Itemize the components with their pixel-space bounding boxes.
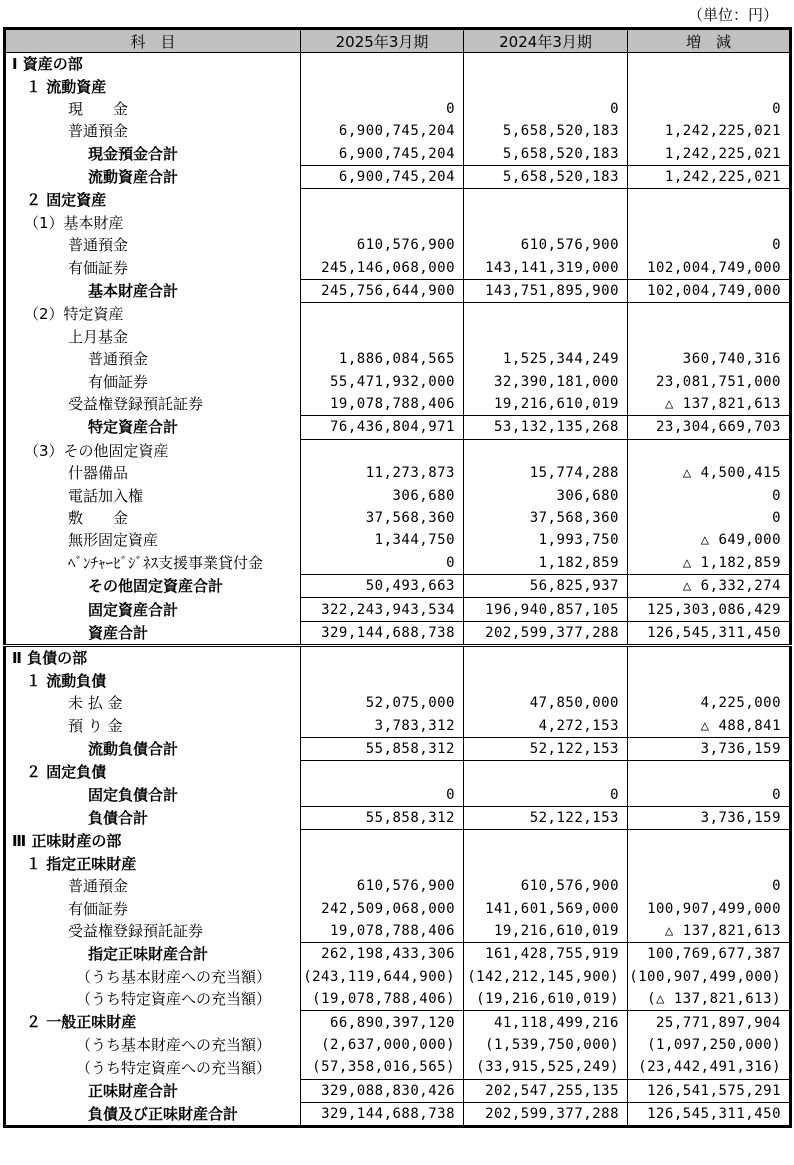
change-value bbox=[628, 326, 791, 348]
change-value bbox=[628, 189, 791, 212]
table-row bbox=[5, 988, 791, 1011]
row-label: 普通預金 bbox=[5, 120, 301, 142]
change-value: 4,225,000 bbox=[628, 692, 791, 714]
fy2025-value: 66,890,397,120 bbox=[301, 1011, 464, 1034]
header-fy2024: 2024年3月期 bbox=[464, 29, 628, 53]
change-value: △ 4,500,415 bbox=[628, 462, 791, 484]
fy2024-value: 143,141,319,000 bbox=[464, 257, 628, 280]
change-value: 0 bbox=[628, 875, 791, 897]
row-label: （うち特定資産への充当額） bbox=[5, 1056, 301, 1079]
row-label: 特定資産合計 bbox=[5, 416, 301, 439]
change-value: △ 649,000 bbox=[628, 529, 791, 551]
fy2024-value: 202,599,377,288 bbox=[464, 621, 628, 645]
table-row bbox=[5, 529, 791, 551]
row-label: 普通預金 bbox=[5, 348, 301, 370]
row-label: （1）基本財産 bbox=[5, 212, 301, 234]
fy2025-value: (19,078,788,406) bbox=[301, 988, 464, 1011]
change-value bbox=[628, 830, 791, 853]
table-row bbox=[5, 1011, 791, 1034]
fy2024-value: 52,122,153 bbox=[464, 806, 628, 829]
fy2025-value: 55,471,932,000 bbox=[301, 370, 464, 392]
fy2024-value bbox=[464, 830, 628, 853]
row-label: 指定正味財産合計 bbox=[5, 943, 301, 966]
fy2025-value bbox=[301, 212, 464, 234]
table-row bbox=[5, 897, 791, 919]
change-value bbox=[628, 646, 791, 670]
fy2025-value bbox=[301, 761, 464, 784]
change-value bbox=[628, 212, 791, 234]
change-value bbox=[628, 53, 791, 76]
fy2024-value: 1,525,344,249 bbox=[464, 348, 628, 370]
table-row bbox=[5, 165, 791, 188]
fy2025-value: 19,078,788,406 bbox=[301, 920, 464, 943]
row-label: （うち基本財産への充当額） bbox=[5, 1034, 301, 1056]
table-row bbox=[5, 416, 791, 439]
fy2025-value: 55,858,312 bbox=[301, 737, 464, 760]
table-row bbox=[5, 303, 791, 326]
fy2024-value bbox=[464, 53, 628, 76]
fy2025-value: (2,637,000,000) bbox=[301, 1034, 464, 1056]
row-label: Ⅱ 負債の部 bbox=[5, 646, 301, 670]
fy2024-value bbox=[464, 761, 628, 784]
fy2025-value: 242,509,068,000 bbox=[301, 897, 464, 919]
fy2025-value: 329,144,688,738 bbox=[301, 1102, 464, 1126]
table-row bbox=[5, 574, 791, 597]
change-value: 0 bbox=[628, 234, 791, 256]
row-label: 有価証券 bbox=[5, 897, 301, 919]
row-label: 受益権登録預託証券 bbox=[5, 393, 301, 416]
row-label: 未 払 金 bbox=[5, 692, 301, 714]
fy2024-value: 196,940,857,105 bbox=[464, 598, 628, 621]
change-value: △ 137,821,613 bbox=[628, 920, 791, 943]
table-row bbox=[5, 484, 791, 506]
table-row bbox=[5, 714, 791, 737]
table-row bbox=[5, 670, 791, 692]
fy2024-value: 41,118,499,216 bbox=[464, 1011, 628, 1034]
change-value: 126,545,311,450 bbox=[628, 1102, 791, 1126]
table-row bbox=[5, 507, 791, 529]
row-label: 預 り 金 bbox=[5, 714, 301, 737]
row-label: 現金預金合計 bbox=[5, 143, 301, 166]
fy2024-value: (142,212,145,900) bbox=[464, 966, 628, 988]
fy2024-value bbox=[464, 189, 628, 212]
table-row bbox=[5, 462, 791, 484]
fy2024-value: 202,547,255,135 bbox=[464, 1079, 628, 1102]
fy2024-value bbox=[464, 75, 628, 97]
fy2024-value: 0 bbox=[464, 784, 628, 807]
row-label: ﾍﾞﾝﾁｬｰﾋﾞｼﾞﾈｽ支援事業貸付金 bbox=[5, 552, 301, 575]
row-label: 負債及び正味財産合計 bbox=[5, 1102, 301, 1126]
row-label: ２ 固定負債 bbox=[5, 761, 301, 784]
table-row bbox=[5, 143, 791, 166]
fy2025-value: 55,858,312 bbox=[301, 806, 464, 829]
change-value: 125,303,086,429 bbox=[628, 598, 791, 621]
fy2025-value: 50,493,663 bbox=[301, 574, 464, 597]
fy2024-value: 5,658,520,183 bbox=[464, 165, 628, 188]
change-value: 0 bbox=[628, 784, 791, 807]
change-value: (1,097,250,000) bbox=[628, 1034, 791, 1056]
fy2024-value: 610,576,900 bbox=[464, 875, 628, 897]
fy2025-value: 245,756,644,900 bbox=[301, 279, 464, 302]
change-value: △ 488,841 bbox=[628, 714, 791, 737]
fy2025-value bbox=[301, 830, 464, 853]
change-value: 0 bbox=[628, 98, 791, 120]
row-label: 有価証券 bbox=[5, 257, 301, 280]
unit-label: （単位：円） bbox=[687, 6, 778, 24]
row-label: 無形固定資産 bbox=[5, 529, 301, 551]
fy2025-value bbox=[301, 75, 464, 97]
row-label: Ⅰ 資産の部 bbox=[5, 53, 301, 76]
change-value: 126,545,311,450 bbox=[628, 621, 791, 645]
fy2025-value: 0 bbox=[301, 552, 464, 575]
table-row bbox=[5, 1056, 791, 1079]
table-row bbox=[5, 621, 791, 645]
fy2025-value: 1,886,084,565 bbox=[301, 348, 464, 370]
change-value: 1,242,225,021 bbox=[628, 120, 791, 142]
fy2025-value: 37,568,360 bbox=[301, 507, 464, 529]
row-label: 固定負債合計 bbox=[5, 784, 301, 807]
fy2024-value: 141,601,569,000 bbox=[464, 897, 628, 919]
fy2025-value: 329,088,830,426 bbox=[301, 1079, 464, 1102]
header-change: 増 減 bbox=[628, 29, 791, 53]
table-row bbox=[5, 326, 791, 348]
change-value: 360,740,316 bbox=[628, 348, 791, 370]
fy2024-value: 4,272,153 bbox=[464, 714, 628, 737]
row-label: （3）その他固定資産 bbox=[5, 439, 301, 462]
fy2025-value: 1,344,750 bbox=[301, 529, 464, 551]
fy2025-value bbox=[301, 303, 464, 326]
fy2025-value: 6,900,745,204 bbox=[301, 120, 464, 142]
table-row bbox=[5, 393, 791, 416]
table-row bbox=[5, 370, 791, 392]
fy2024-value: 0 bbox=[464, 98, 628, 120]
row-label: ２ 一般正味財産 bbox=[5, 1011, 301, 1034]
row-label: 現 金 bbox=[5, 98, 301, 120]
fy2024-value bbox=[464, 212, 628, 234]
change-value: △ 6,332,274 bbox=[628, 574, 791, 597]
fy2024-value: 610,576,900 bbox=[464, 234, 628, 256]
fy2025-value bbox=[301, 670, 464, 692]
change-value: 3,736,159 bbox=[628, 806, 791, 829]
fy2025-value bbox=[301, 439, 464, 462]
change-value: 102,004,749,000 bbox=[628, 279, 791, 302]
change-value: 23,081,751,000 bbox=[628, 370, 791, 392]
change-value: 102,004,749,000 bbox=[628, 257, 791, 280]
fy2024-value: 202,599,377,288 bbox=[464, 1102, 628, 1126]
table-row bbox=[5, 920, 791, 943]
table-row bbox=[5, 53, 791, 76]
table-row bbox=[5, 1102, 791, 1126]
change-value: (△ 137,821,613) bbox=[628, 988, 791, 1011]
fy2024-value: (19,216,610,019) bbox=[464, 988, 628, 1011]
table-row bbox=[5, 98, 791, 120]
row-label: 什器備品 bbox=[5, 462, 301, 484]
fy2024-value: 5,658,520,183 bbox=[464, 120, 628, 142]
fy2024-value: 52,122,153 bbox=[464, 737, 628, 760]
fy2024-value: 32,390,181,000 bbox=[464, 370, 628, 392]
row-label: （うち特定資産への充当額） bbox=[5, 988, 301, 1011]
fy2025-value: 245,146,068,000 bbox=[301, 257, 464, 280]
fy2025-value: 0 bbox=[301, 98, 464, 120]
header-subject: 科 目 bbox=[5, 29, 301, 53]
fy2024-value: 1,182,859 bbox=[464, 552, 628, 575]
table-row bbox=[5, 75, 791, 97]
fy2024-value: 19,216,610,019 bbox=[464, 393, 628, 416]
table-row bbox=[5, 189, 791, 212]
fy2025-value bbox=[301, 189, 464, 212]
row-label: 普通預金 bbox=[5, 875, 301, 897]
change-value bbox=[628, 853, 791, 875]
table-row bbox=[5, 853, 791, 875]
fy2024-value: 143,751,895,900 bbox=[464, 279, 628, 302]
fy2025-value: 6,900,745,204 bbox=[301, 165, 464, 188]
row-label: 受益権登録預託証券 bbox=[5, 920, 301, 943]
fy2025-value: 306,680 bbox=[301, 484, 464, 506]
row-label: 普通預金 bbox=[5, 234, 301, 256]
table-row bbox=[5, 212, 791, 234]
fy2024-value: 306,680 bbox=[464, 484, 628, 506]
row-label: 有価証券 bbox=[5, 370, 301, 392]
fy2025-value: 76,436,804,971 bbox=[301, 416, 464, 439]
fy2024-value bbox=[464, 439, 628, 462]
table-row bbox=[5, 806, 791, 829]
row-label: 固定資産合計 bbox=[5, 598, 301, 621]
change-value: 23,304,669,703 bbox=[628, 416, 791, 439]
fy2024-value bbox=[464, 646, 628, 670]
change-value: 3,736,159 bbox=[628, 737, 791, 760]
table-row bbox=[5, 234, 791, 256]
row-label: 電話加入権 bbox=[5, 484, 301, 506]
row-label: 正味財産合計 bbox=[5, 1079, 301, 1102]
table-row bbox=[5, 830, 791, 853]
table-row bbox=[5, 1079, 791, 1102]
fy2024-value bbox=[464, 853, 628, 875]
change-value: 100,769,677,387 bbox=[628, 943, 791, 966]
header-fy2025: 2025年3月期 bbox=[301, 29, 464, 53]
row-label: 基本財産合計 bbox=[5, 279, 301, 302]
row-label: １ 流動資産 bbox=[5, 75, 301, 97]
fy2024-value: 161,428,755,919 bbox=[464, 943, 628, 966]
table-row bbox=[5, 692, 791, 714]
change-value: 0 bbox=[628, 507, 791, 529]
row-label: （うち基本財産への充当額） bbox=[5, 966, 301, 988]
change-value: △ 1,182,859 bbox=[628, 552, 791, 575]
table-row bbox=[5, 1034, 791, 1056]
fy2024-value: 1,993,750 bbox=[464, 529, 628, 551]
table-header-row bbox=[5, 29, 791, 53]
row-label: １ 流動負債 bbox=[5, 670, 301, 692]
row-label: 敷 金 bbox=[5, 507, 301, 529]
fy2024-value: 37,568,360 bbox=[464, 507, 628, 529]
row-label: その他固定資産合計 bbox=[5, 574, 301, 597]
change-value: 100,907,499,000 bbox=[628, 897, 791, 919]
fy2024-value: 47,850,000 bbox=[464, 692, 628, 714]
change-value bbox=[628, 761, 791, 784]
table-row bbox=[5, 552, 791, 575]
fy2024-value: 53,132,135,268 bbox=[464, 416, 628, 439]
change-value bbox=[628, 439, 791, 462]
fy2025-value: 3,783,312 bbox=[301, 714, 464, 737]
table-row bbox=[5, 784, 791, 807]
table-row bbox=[5, 439, 791, 462]
fy2025-value bbox=[301, 53, 464, 76]
table-row bbox=[5, 598, 791, 621]
fy2025-value bbox=[301, 646, 464, 670]
table-row bbox=[5, 966, 791, 988]
fy2025-value: 0 bbox=[301, 784, 464, 807]
fy2024-value: 5,658,520,183 bbox=[464, 143, 628, 166]
row-label: 資産合計 bbox=[5, 621, 301, 645]
row-label: 流動負債合計 bbox=[5, 737, 301, 760]
row-label: 流動資産合計 bbox=[5, 165, 301, 188]
change-value bbox=[628, 75, 791, 97]
fy2025-value: 329,144,688,738 bbox=[301, 621, 464, 645]
table-row bbox=[5, 348, 791, 370]
fy2024-value: (1,539,750,000) bbox=[464, 1034, 628, 1056]
change-value: (23,442,491,316) bbox=[628, 1056, 791, 1079]
table-row bbox=[5, 737, 791, 760]
table-row bbox=[5, 279, 791, 302]
table-row bbox=[5, 257, 791, 280]
change-value: 1,242,225,021 bbox=[628, 165, 791, 188]
table-row bbox=[5, 761, 791, 784]
fy2025-value: (57,358,016,565) bbox=[301, 1056, 464, 1079]
change-value bbox=[628, 670, 791, 692]
fy2025-value: 610,576,900 bbox=[301, 875, 464, 897]
fy2025-value bbox=[301, 853, 464, 875]
fy2024-value bbox=[464, 303, 628, 326]
row-label: 負債合計 bbox=[5, 806, 301, 829]
fy2024-value bbox=[464, 326, 628, 348]
fy2025-value: 262,198,433,306 bbox=[301, 943, 464, 966]
row-label: （2）特定資産 bbox=[5, 303, 301, 326]
fy2024-value: 19,216,610,019 bbox=[464, 920, 628, 943]
fy2025-value: 19,078,788,406 bbox=[301, 393, 464, 416]
row-label: １ 指定正味財産 bbox=[5, 853, 301, 875]
fy2024-value: 56,825,937 bbox=[464, 574, 628, 597]
table-row bbox=[5, 646, 791, 670]
table-row bbox=[5, 875, 791, 897]
fy2025-value: 322,243,943,534 bbox=[301, 598, 464, 621]
fy2024-value: (33,915,525,249) bbox=[464, 1056, 628, 1079]
fy2024-value: 15,774,288 bbox=[464, 462, 628, 484]
change-value bbox=[628, 303, 791, 326]
fy2025-value: 52,075,000 bbox=[301, 692, 464, 714]
change-value: △ 137,821,613 bbox=[628, 393, 791, 416]
table-row bbox=[5, 120, 791, 142]
change-value: 0 bbox=[628, 484, 791, 506]
change-value: (100,907,499,000) bbox=[628, 966, 791, 988]
change-value: 25,771,897,904 bbox=[628, 1011, 791, 1034]
fy2025-value bbox=[301, 326, 464, 348]
row-label: Ⅲ 正味財産の部 bbox=[5, 830, 301, 853]
row-label: 上月基金 bbox=[5, 326, 301, 348]
fy2025-value: (243,119,644,900) bbox=[301, 966, 464, 988]
fy2025-value: 610,576,900 bbox=[301, 234, 464, 256]
change-value: 126,541,575,291 bbox=[628, 1079, 791, 1102]
fy2024-value bbox=[464, 670, 628, 692]
row-label: ２ 固定資産 bbox=[5, 189, 301, 212]
fy2025-value: 6,900,745,204 bbox=[301, 143, 464, 166]
fy2025-value: 11,273,873 bbox=[301, 462, 464, 484]
table-row bbox=[5, 943, 791, 966]
change-value: 1,242,225,021 bbox=[628, 143, 791, 166]
balance-sheet-table bbox=[3, 27, 792, 1128]
